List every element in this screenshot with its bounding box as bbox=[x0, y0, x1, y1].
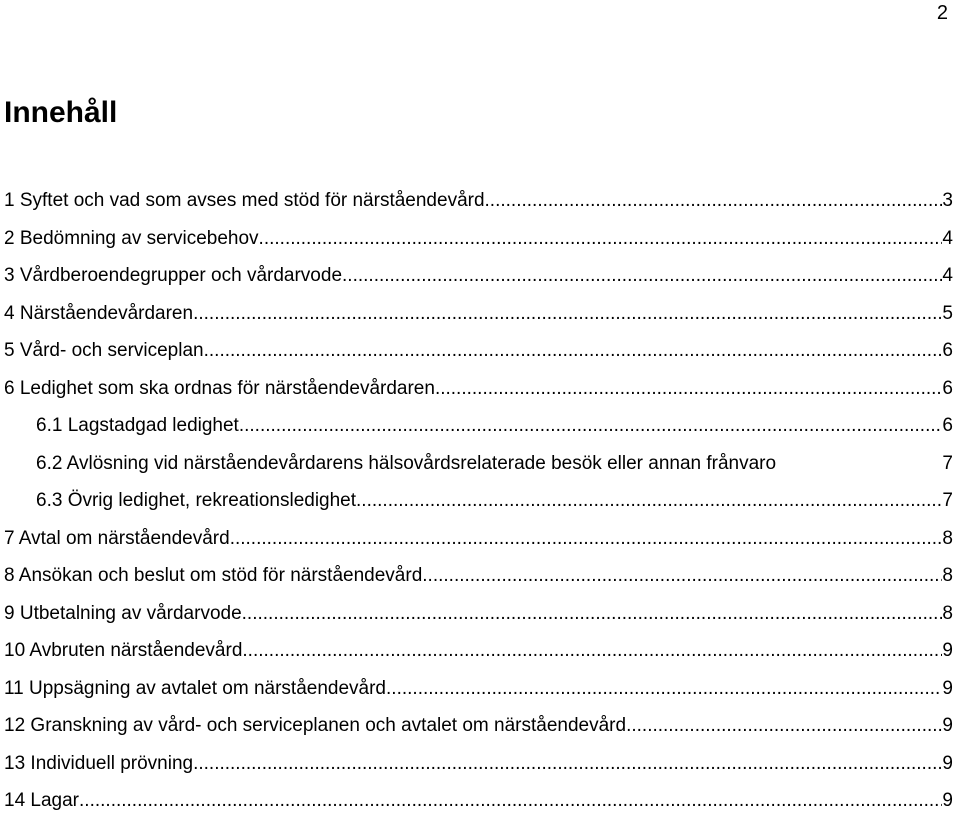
toc-entry-page: 6 bbox=[942, 415, 953, 436]
toc-dot-leader bbox=[485, 182, 943, 220]
toc-dot-leader bbox=[193, 745, 942, 783]
toc-entry-page: 8 bbox=[942, 602, 953, 624]
toc-entry-title: 7 Avtal om närståendevård bbox=[4, 527, 230, 549]
toc-entry-page: 8 bbox=[942, 565, 953, 586]
toc-dot-leader bbox=[239, 407, 943, 445]
toc-dot-leader bbox=[242, 632, 942, 670]
toc-dot-leader bbox=[356, 482, 942, 520]
toc-entry-page: 9 bbox=[942, 790, 953, 811]
toc-dot-leader bbox=[242, 595, 943, 633]
toc-entry[interactable] bbox=[4, 707, 953, 745]
toc-entry-title: 12 Granskning av vård- och serviceplanen och avtalet om närståendevård bbox=[4, 715, 627, 736]
toc-entry[interactable] bbox=[4, 670, 953, 708]
toc-entry-title: 11 Uppsägning av avtalet om närståendevård bbox=[4, 677, 387, 699]
toc-dot-leader bbox=[626, 707, 942, 745]
toc-dot-leader bbox=[193, 295, 942, 333]
toc-dot-leader bbox=[342, 257, 942, 295]
toc-entry[interactable] bbox=[4, 295, 953, 333]
toc-entry-page: 4 bbox=[942, 265, 953, 286]
toc-entry[interactable] bbox=[4, 632, 953, 670]
toc-entry-title: 6.3 Övrig ledighet, rekreationsledighet bbox=[36, 490, 357, 511]
toc-entry-page: 7 bbox=[942, 490, 953, 511]
toc-entry[interactable] bbox=[4, 257, 953, 295]
toc-entry[interactable] bbox=[4, 482, 953, 520]
toc-heading: Innehåll bbox=[4, 96, 118, 129]
toc-entry-title: 1 Syftet och vad som avses med stöd för närståendevård bbox=[4, 190, 485, 211]
page-number: 2 bbox=[936, 2, 948, 24]
toc-entry-title: 8 Ansökan och beslut om stöd för närståendevård bbox=[4, 565, 423, 586]
table-of-contents bbox=[4, 182, 953, 820]
toc-entry-title: 6 Ledighet som ska ordnas för närståendevårdaren bbox=[4, 377, 435, 399]
toc-dot-leader bbox=[259, 220, 943, 258]
toc-entry[interactable] bbox=[4, 220, 953, 258]
toc-entry-title: 5 Vård- och serviceplan bbox=[4, 340, 204, 361]
toc-entry-page: 5 bbox=[942, 302, 953, 324]
toc-dot-leader bbox=[386, 670, 942, 708]
toc-entry-title: 13 Individuell prövning bbox=[4, 752, 194, 774]
toc-entry-title: 14 Lagar bbox=[4, 790, 80, 811]
toc-entry[interactable] bbox=[4, 445, 953, 483]
toc-entry[interactable] bbox=[4, 407, 953, 445]
toc-entry-title: 10 Avbruten närståendevård bbox=[4, 640, 243, 661]
toc-entry[interactable] bbox=[4, 332, 953, 370]
toc-entry[interactable] bbox=[4, 370, 953, 408]
toc-entry-page: 9 bbox=[942, 640, 953, 661]
toc-entry-page: 6 bbox=[942, 377, 953, 399]
toc-entry-title: 4 Närståendevårdaren bbox=[4, 302, 194, 324]
toc-entry[interactable] bbox=[4, 595, 953, 633]
toc-dot-leader bbox=[230, 520, 943, 558]
toc-dot-leader bbox=[422, 557, 942, 595]
toc-entry-page: 8 bbox=[942, 527, 953, 549]
toc-entry[interactable] bbox=[4, 557, 953, 595]
toc-entry-title: 6.2 Avlösning vid närståendevårdarens hälsovårdsrelaterade besök eller annan frånvaro bbox=[36, 452, 777, 474]
toc-entry-page: 3 bbox=[942, 190, 953, 211]
toc-entry-title: 2 Bedömning av servicebehov bbox=[4, 227, 259, 249]
toc-entry-title: 3 Vårdberoendegrupper och vårdarvode bbox=[4, 265, 343, 286]
toc-entry[interactable] bbox=[4, 745, 953, 783]
toc-dot-leader bbox=[435, 370, 942, 408]
toc-entry-page: 9 bbox=[942, 715, 953, 736]
toc-entry-page: 6 bbox=[942, 340, 953, 361]
toc-entry-title: 6.1 Lagstadgad ledighet bbox=[36, 415, 239, 436]
toc-entry-page: 4 bbox=[942, 227, 953, 249]
toc-entry[interactable] bbox=[4, 520, 953, 558]
toc-entry[interactable] bbox=[4, 182, 953, 220]
toc-entry-title: 9 Utbetalning av vårdarvode bbox=[4, 602, 242, 624]
toc-entry-page: 9 bbox=[942, 752, 953, 774]
toc-entry-page: 9 bbox=[942, 677, 953, 699]
toc-entry-page: 7 bbox=[942, 452, 953, 474]
toc-dot-leader bbox=[204, 332, 943, 370]
